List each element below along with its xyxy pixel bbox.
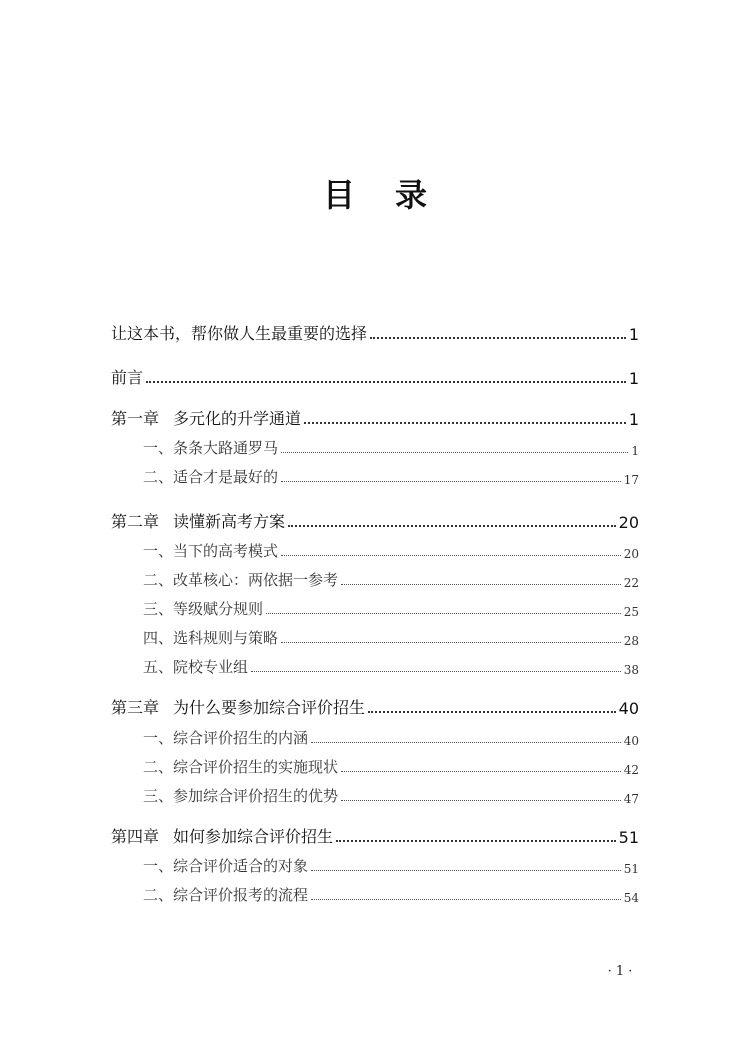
- toc-section[interactable]: [143, 593, 639, 619]
- toc-page-number: 51: [623, 862, 639, 876]
- toc-section[interactable]: [143, 622, 639, 648]
- section-title: 三、参加综合评价招生的优势: [143, 787, 339, 805]
- page-title: [0, 170, 750, 216]
- toc-page-number: 1: [628, 369, 639, 388]
- toc-chapter-1[interactable]: [111, 403, 639, 429]
- toc-chapter-4[interactable]: [111, 821, 639, 847]
- leader-dots: [341, 583, 621, 585]
- section-title: 五、院校专业组: [143, 658, 249, 676]
- chapter-number: 第三章: [111, 698, 160, 717]
- toc-section[interactable]: [143, 850, 639, 876]
- toc-page-number: 1: [628, 410, 639, 429]
- chapter-title: 读懂新高考方案: [173, 512, 286, 531]
- toc-entry-preface[interactable]: [111, 362, 639, 388]
- toc-page-number: 22: [623, 576, 639, 590]
- toc-page-number: 40: [623, 734, 639, 748]
- leader-dots: [311, 741, 621, 743]
- toc-section[interactable]: [143, 564, 639, 590]
- leader-dots: [266, 612, 621, 614]
- title-char-1: 目: [322, 176, 355, 214]
- leader-dots: [281, 451, 628, 453]
- chapter-number: 第二章: [111, 512, 160, 531]
- section-title: 二、适合才是最好的: [143, 468, 279, 486]
- title-char-2: 录: [395, 176, 428, 214]
- section-title: 一、当下的高考模式: [143, 542, 279, 560]
- toc-page-number: 38: [623, 663, 639, 677]
- toc-section[interactable]: [143, 461, 639, 487]
- leader-dots: [281, 554, 621, 556]
- leader-dots: [368, 710, 616, 713]
- leader-dots: [146, 380, 626, 383]
- section-title: 一、条条大路通罗马: [143, 439, 279, 457]
- section-title: 三、等级赋分规则: [143, 600, 264, 618]
- chapter-title: 多元化的升学通道: [173, 409, 302, 428]
- toc-entry-intro[interactable]: [111, 318, 639, 344]
- page-folio: · 1 ·: [607, 964, 633, 979]
- chapter-number: 第四章: [111, 827, 160, 846]
- toc-page-number: 28: [623, 634, 639, 648]
- section-title: 四、选科规则与策略: [143, 629, 279, 647]
- leader-dots: [281, 480, 621, 482]
- chapter-number: 第一章: [111, 409, 160, 428]
- leader-dots: [288, 524, 616, 527]
- toc-entry-label: 让这本书，帮你做人生最重要的选择: [111, 324, 368, 343]
- leader-dots: [281, 641, 621, 643]
- toc-page-number: 25: [623, 605, 639, 619]
- toc-page-number: 20: [623, 547, 639, 561]
- section-title: 一、综合评价适合的对象: [143, 857, 309, 875]
- toc-section[interactable]: [143, 432, 639, 458]
- chapter-title: 为什么要参加综合评价招生: [173, 698, 366, 717]
- leader-dots: [336, 839, 616, 842]
- toc-page-number: 1: [631, 444, 639, 458]
- toc-page-number: 42: [623, 763, 639, 777]
- toc-section[interactable]: [143, 535, 639, 561]
- leader-dots: [341, 770, 621, 772]
- toc-section[interactable]: [143, 722, 639, 748]
- leader-dots: [370, 336, 626, 339]
- toc-page-number: 51: [618, 828, 639, 847]
- toc-page-number: 17: [623, 473, 639, 487]
- leader-dots: [251, 670, 621, 672]
- chapter-title: 如何参加综合评价招生: [173, 827, 334, 846]
- section-title: 二、综合评价招生的实施现状: [143, 758, 339, 776]
- leader-dots: [304, 421, 626, 424]
- section-title: 二、改革核心：两依据一参考: [143, 571, 339, 589]
- toc-section[interactable]: [143, 651, 639, 677]
- toc-chapter-2[interactable]: [111, 506, 639, 532]
- toc-section[interactable]: [143, 879, 639, 905]
- toc-entry-label: 前言: [111, 368, 144, 387]
- leader-dots: [311, 898, 621, 900]
- toc-page-number: 40: [618, 699, 639, 718]
- toc-chapter-3[interactable]: [111, 692, 639, 718]
- leader-dots: [341, 799, 621, 801]
- toc-section[interactable]: [143, 780, 639, 806]
- toc-page-number: 54: [623, 891, 639, 905]
- section-title: 二、综合评价报考的流程: [143, 886, 309, 904]
- leader-dots: [311, 869, 621, 871]
- section-title: 一、综合评价招生的内涵: [143, 729, 309, 747]
- toc-page-number: 47: [623, 792, 639, 806]
- toc-page-number: 1: [628, 325, 639, 344]
- toc-section[interactable]: [143, 751, 639, 777]
- toc-page-number: 20: [618, 513, 639, 532]
